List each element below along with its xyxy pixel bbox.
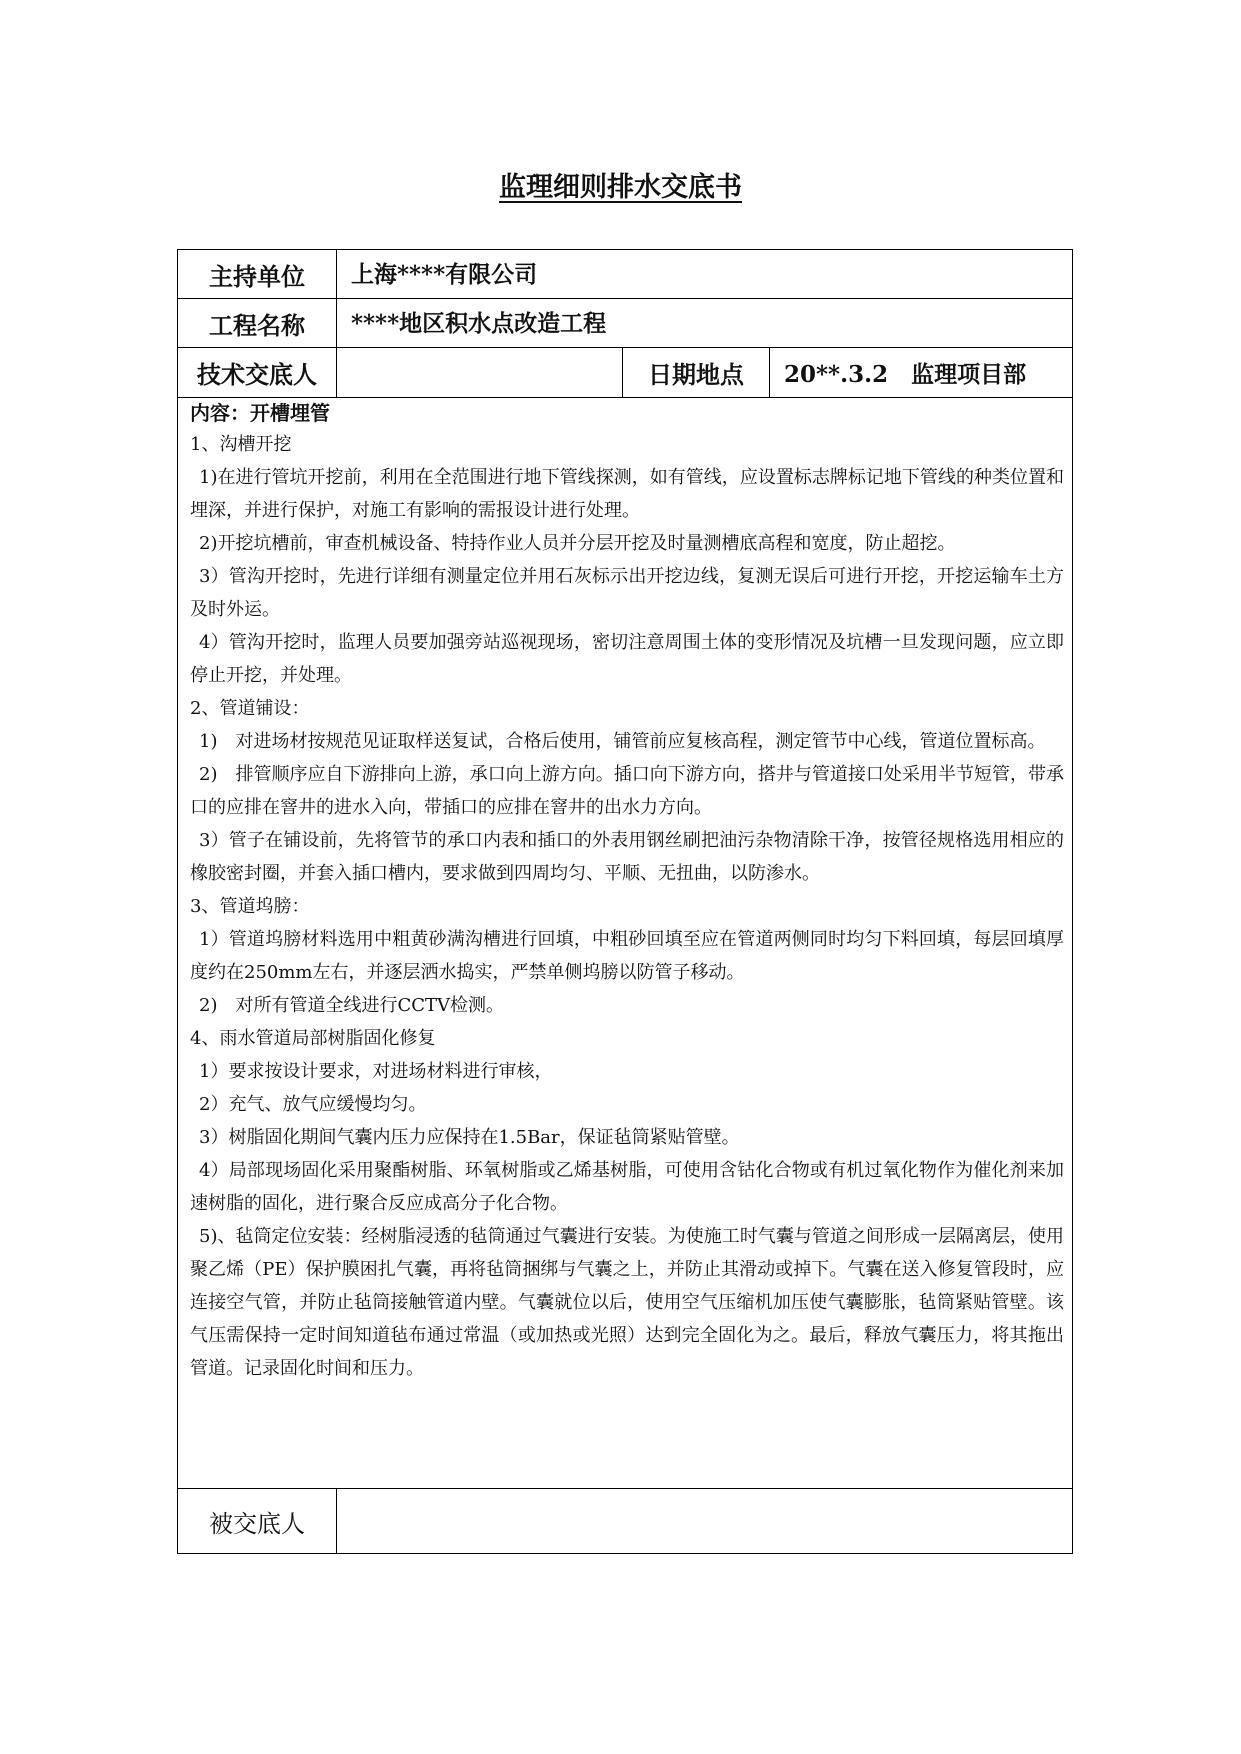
content-paragraph: 1）要求按设计要求，对进场材料进行审核， (199, 1061, 553, 1082)
content-paragraph: 2) 对所有管道全线进行CCTV检测。 (199, 995, 505, 1016)
date-place-value: 20**.3.2 监理项目部 (770, 348, 1073, 398)
receiver-row (178, 1489, 1073, 1554)
project-name-label: 工程名称 (178, 299, 337, 348)
section-heading: 1、沟槽开挖 (190, 434, 292, 455)
content-paragraph: 2）充气、放气应缓慢均匀。 (199, 1094, 427, 1115)
tech-person-label: 技术交底人 (178, 348, 337, 398)
content-paragraph: 4）管沟开挖时，监理人员要加强旁站巡视现场，密切注意周围土体的变形情况及坑槽一旦发现问题，应立即停止开挖，并处理。 (190, 632, 1065, 686)
project-name-row (178, 299, 1073, 348)
tech-person-value (337, 348, 623, 398)
section-heading: 4、雨水管道局部树脂固化修复 (190, 1028, 436, 1049)
content-paragraph: 5)、毡筒定位安装：经树脂浸透的毡筒通过气囊进行安装。为使施工时气囊与管道之间形成一层隔离层，使用聚乙烯（PE）保护膜困扎气囊，再将毡筒捆绑与气囊之上，并防止其滑动或掉下。气囊在送入修复管段时，应连接空气管，并防止毡筒接触管道内壁。气囊就位以后，使用空气压缩机加压使气囊膨胀，毡筒紧贴管壁。该气压需保持一定时间知道毡布通过常温（或加热或光照）达到完全固化为之。最后，释放气囊压力，将其拖出管道。记录固化时间和压力。 (190, 1226, 1065, 1379)
content-paragraph: 2)开挖坑槽前，审查机械设备、特持作业人员并分层开挖及时量测槽底高程和宽度，防止超挖。 (199, 533, 956, 554)
content-paragraph: 3）树脂固化期间气囊内压力应保持在1.5Bar，保证毡筒紧贴管壁。 (199, 1127, 740, 1148)
content-cell (178, 398, 1073, 1489)
tech-date-row (178, 348, 1073, 398)
content-paragraph: 3）管子在铺设前，先将管节的承口内表和插口的外表用钢丝刷把油污杂物清除干净，按管径规格选用相应的橡胶密封圈，并套入插口槽内，要求做到四周均匀、平顺、无扭曲，以防渗水。 (190, 830, 1065, 884)
content-paragraph: 1）管道坞膀材料选用中粗黄砂满沟槽进行回填，中粗砂回填至应在管道两侧同时均匀下料回填，每层回填厚度约在250mm左右，并逐层洒水捣实，严禁单侧坞膀以防管子移动。 (190, 929, 1065, 983)
document-title: 监理细则排水交底书 (499, 172, 742, 203)
content-paragraph: 1)在进行管坑开挖前，利用在全范围进行地下管线探测，如有管线，应设置标志牌标记地下管线的种类位置和埋深，并进行保护，对施工有影响的需报设计进行处理。 (190, 467, 1065, 521)
host-unit-label: 主持单位 (178, 250, 337, 299)
content-paragraph: 1) 对进场材按规范见证取样送复试，合格后使用，铺管前应复核高程，测定管节中心线，管道位置标高。 (199, 731, 1046, 752)
date-place-label: 日期地点 (623, 348, 770, 398)
receiver-value (337, 1489, 1073, 1554)
section-heading: 2、管道铺设： (190, 698, 310, 719)
content-heading: 内容：开槽埋管 (190, 401, 330, 425)
content-paragraph: 2) 排管顺序应自下游排向上游，承口向上游方向。插口向下游方向，搭井与管道接口处采用半节短管，带承口的应排在窨井的进水入向，带插口的应排在窨井的出水力方向。 (190, 764, 1065, 818)
content-paragraph: 3）管沟开挖时，先进行详细有测量定位并用石灰标示出开挖边线，复测无误后可进行开挖，开挖运输车土方及时外运。 (190, 566, 1065, 620)
host-unit-row (178, 250, 1073, 299)
content-row (178, 398, 1073, 1489)
content-paragraph: 4）局部现场固化采用聚酯树脂、环氧树脂或乙烯基树脂，可使用含钴化合物或有机过氧化物作为催化剂来加速树脂的固化，进行聚合反应成高分子化合物。 (190, 1160, 1065, 1214)
receiver-label: 被交底人 (178, 1489, 337, 1554)
section-heading: 3、管道坞膀： (190, 896, 310, 917)
host-unit-value: 上海****有限公司 (337, 250, 1073, 299)
project-name-value: ****地区积水点改造工程 (337, 299, 1073, 348)
content-body (190, 428, 1064, 1385)
briefing-form (177, 249, 1073, 1554)
